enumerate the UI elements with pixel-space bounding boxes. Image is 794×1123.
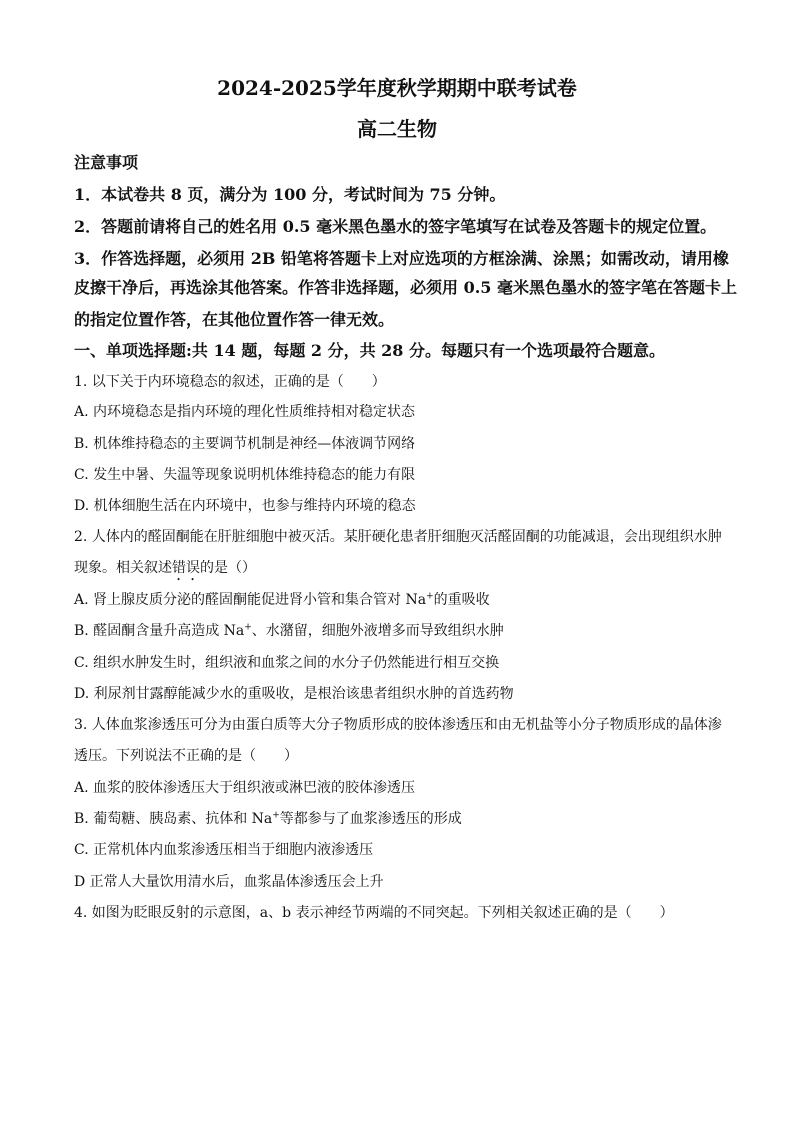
question-2-option-b	[74, 620, 734, 640]
notice-item-3-line-1: 3．作答选择题，必须用 2B 铅笔将答题卡上对应选项的方框涂满、涂黑；如需改动，请用橡	[74, 249, 729, 268]
option-text: 的重吸收	[433, 592, 490, 608]
option-text: 等都参与了血浆渗透压的形成	[279, 811, 462, 827]
question-3-option-d: D 正常人大量饮用清水后，血浆晶体渗透压会上升	[74, 874, 384, 890]
option-text: A. 肾上腺皮质分泌的醛固酮能促进肾小管和集合管对 Na	[74, 592, 427, 608]
question-2-option-c: C. 组织水肿发生时，组织液和血浆之间的水分子仍然能进行相互交换	[74, 655, 500, 671]
option-text: B. 醛固酮含量升高造成 Na	[74, 623, 245, 639]
question-1-option-d: D. 机体细胞生活在内环境中，也参与维持内环境的稳态	[74, 498, 416, 514]
question-1-option-b: B. 机体维持稳态的主要调节机制是神经—体液调节网络	[74, 436, 416, 452]
question-2-stem-line-1: 2. 人体内的醛固酮能在肝脏细胞中被灭活。某肝硬化患者肝细胞灭活醛固酮的功能减退，会出现组织水肿	[74, 529, 722, 545]
exam-title: 2024-2025学年度秋学期期中联考试卷	[217, 76, 577, 100]
notice-heading: 注意事项	[74, 153, 139, 172]
emphasized-word: 错误	[172, 560, 200, 576]
question-3-stem-line-2: 透压。下列说法不正确的是（ ）	[74, 748, 298, 764]
question-1-option-a: A. 内环境稳态是指内环境的理化性质维持相对稳定状态	[74, 404, 416, 420]
notice-item-3-line-3: 的指定位置作答，在其他位置作答一律无效。	[74, 310, 395, 329]
question-1-option-c: C. 发生中暑、失温等现象说明机体维持稳态的能力有限	[74, 467, 416, 483]
question-3-stem-line-1: 3. 人体血浆渗透压可分为由蛋白质等大分子物质形成的胶体渗透压和由无机盐等小分子物质形成的晶体渗	[74, 717, 722, 733]
superscript: +	[244, 622, 252, 633]
question-4-stem: 4. 如图为眨眼反射的示意图，a、b 表示神经节两端的不同突起。下列相关叙述正确的是（ ）	[74, 905, 674, 921]
superscript: +	[426, 591, 434, 602]
section-heading: 一、单项选择题:共 14 题，每题 2 分，共 28 分。每题只有一个选项最符合题意。	[74, 341, 665, 360]
question-3-option-c: C. 正常机体内血浆渗透压相当于细胞内液渗透压	[74, 842, 374, 858]
question-2-option-d: D. 利尿剂甘露醇能减少水的重吸收，是根治该患者组织水肿的首选药物	[74, 686, 514, 702]
option-text: 、水潴留，细胞外液增多而导致组织水肿	[251, 623, 504, 639]
question-3-option-a: A. 血浆的胶体渗透压大于组织液或淋巴液的胶体渗透压	[74, 780, 416, 796]
notice-item-1: 1．本试卷共 8 页，满分为 100 分，考试时间为 75 分钟。	[74, 185, 506, 204]
notice-item-2: 2．答题前请将自己的姓名用 0.5 毫米黑色墨水的签字笔填写在试卷及答题卡的规定位置。	[74, 217, 717, 236]
question-2-option-a	[74, 589, 734, 609]
superscript: +	[272, 810, 280, 821]
notice-item-3-line-2: 皮擦干净后，再选涂其他答案。作答非选择题，必须用 0.5 毫米黑色墨水的签字笔在答题卡上	[74, 278, 737, 297]
option-text: B. 葡萄糖、胰岛素、抗体和 Na	[74, 811, 273, 827]
stem-text: 的是（）	[200, 560, 256, 576]
question-2-stem-line-2	[74, 557, 734, 584]
stem-text: 现象。相关叙述	[74, 560, 172, 576]
subject-title: 高二生物	[357, 117, 437, 141]
question-3-option-b	[74, 808, 734, 828]
question-1-stem: 1. 以下关于内环境稳态的叙述，正确的是（ ）	[74, 374, 386, 390]
